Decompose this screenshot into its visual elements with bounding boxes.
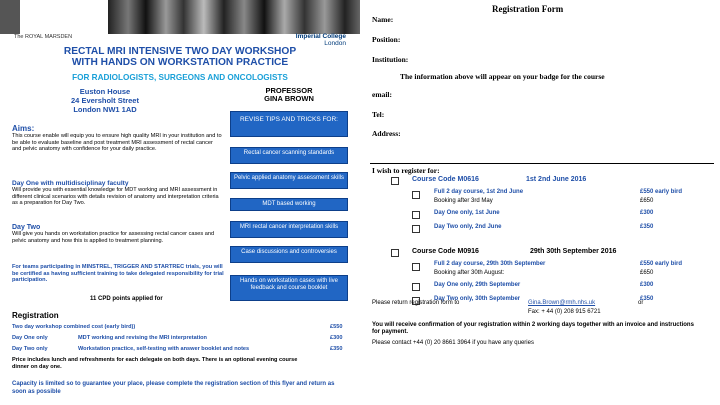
mri-scan-images xyxy=(108,0,360,34)
day-two-heading: Day Two xyxy=(12,224,41,231)
tip-box-3: MDT based working xyxy=(230,198,348,211)
confirmation-note: You will receive confirmation of your registration within 2 working days together with an invoice and instructions for payment. xyxy=(372,322,694,335)
course2-dates: 29th 30th September 2016 xyxy=(530,248,617,255)
tips-header-box: REVISE TIPS AND TRICKS FOR: xyxy=(230,111,348,137)
day-two-section xyxy=(12,224,222,244)
reg-row-2-label: Day One only xyxy=(12,335,48,341)
price-note: Price includes lunch and refreshments for each delegate on both days. There is an optional evening course dinner on day one. xyxy=(12,357,298,370)
course1-opt2-label: Booking after 3rd May xyxy=(434,198,493,204)
course1-opt1-price: £550 early bird xyxy=(640,189,683,195)
fax-number: Fax: + 44 (0) 208 915 6721 xyxy=(528,309,601,315)
course1-code: Course Code M0616 xyxy=(412,176,479,183)
registration-form xyxy=(360,0,720,405)
email-field[interactable]: email: xyxy=(372,90,392,99)
reg-row-2-detail: MDT working and revising the MRI interpretation xyxy=(78,335,207,341)
course2-checkbox[interactable] xyxy=(391,249,399,257)
reg-row-1-label: Two day workshop combined cost (early bird)) xyxy=(12,324,136,330)
reg-row-1-price: £550 xyxy=(330,324,343,330)
tel-field[interactable]: Tel: xyxy=(372,110,385,119)
reg-row-3-label: Day Two only xyxy=(12,346,48,352)
or-text: or xyxy=(638,300,644,306)
venue: Euston House 24 Eversholt Street London NW1 1AD xyxy=(71,87,139,114)
course2-code: Course Code M0916 xyxy=(412,248,479,255)
course1-opt4-checkbox[interactable] xyxy=(412,225,420,233)
aims-heading: Aims: xyxy=(12,124,35,133)
course2-opt1-label: Full 2 day course, 29th 30th September xyxy=(434,261,546,267)
day-one-body: Will provide you with essential knowledge for MDT working and MRI assessment in different clinical scenarios with details revision of anatomy and interpretation criteria as a preparation for Day Two. xyxy=(12,187,219,207)
tip-box-1: Rectal cancer scanning standards xyxy=(230,147,348,164)
course1-opt1-label: Full 2 day course, 1st 2nd June xyxy=(434,189,524,195)
reg-row-3-price: £350 xyxy=(330,346,343,352)
course2-opt1-checkbox[interactable] xyxy=(412,263,420,271)
aims-body: This course enable will equip you to ensure high quality MRI in your institution and to be able to evaluate baseline and post treatment MRI assessment of rectal cancer and pelvic anatomy with confidence for your daily practice. xyxy=(12,133,222,153)
contact-note: Please contact +44 (0) 20 8661 3964 if you have any queries xyxy=(372,340,534,346)
course2-opt4-label: Day Two only, 30th September xyxy=(434,296,521,302)
day-one-heading: Day One with multidisciplinay faculty xyxy=(12,180,129,187)
badge-note: The information above will appear on your badge for the course xyxy=(400,72,605,81)
return-label: Please return registration form to xyxy=(372,300,460,306)
course2-opt3-price: £300 xyxy=(640,282,654,288)
professor-name: PROFESSOR GINA BROWN xyxy=(264,86,314,103)
form-title: Registration Form xyxy=(492,4,564,14)
subtitle: FOR RADIOLOGISTS, SURGEONS AND ONCOLOGISTS xyxy=(72,73,288,82)
course2-opt3-checkbox[interactable] xyxy=(412,283,420,291)
title-line1: RECTAL MRI INTENSIVE TWO DAY WORKSHOP xyxy=(63,46,297,57)
course1-opt3-price: £300 xyxy=(640,210,654,216)
course2-opt4-price: £350 xyxy=(640,296,654,302)
mri-image-strip xyxy=(0,0,20,34)
aims-section xyxy=(12,124,222,153)
name-field[interactable]: Name: xyxy=(372,15,394,24)
day-one-section xyxy=(12,180,222,207)
course2-opt2-label: Booking after 30th August: xyxy=(434,270,505,276)
registration-section xyxy=(12,311,352,320)
capacity-note: Capacity is limited so to guarantee your place, please complete the registration section of this flyer and return as soon as possible xyxy=(12,381,335,395)
course2-opt2-price: £650 xyxy=(640,270,654,276)
course1-opt4-price: £350 xyxy=(640,224,654,230)
tip-box-6: Hands on workstation cases with live feedback and course booklet xyxy=(230,275,348,301)
address-field[interactable]: Address: xyxy=(372,129,401,138)
course1-opt1-checkbox[interactable] xyxy=(412,191,420,199)
course1-checkbox[interactable] xyxy=(391,177,399,185)
trials-note: For teams participating in MINSTREL, TRIGGER AND STARTREC trials, you will be certified as having sufficient training to take delegated responsibility for trial participation. xyxy=(12,264,224,284)
course1-opt3-label: Day One only, 1st June xyxy=(434,210,500,216)
course1-opt3-checkbox[interactable] xyxy=(412,211,420,219)
course2-opt1-price: £550 early bird xyxy=(640,261,683,267)
tip-box-4: MRI rectal cancer interpretation skills xyxy=(230,221,348,238)
course2-opt3-label: Day One only, 29th September xyxy=(434,282,521,288)
institution-field[interactable]: Institution: xyxy=(372,55,409,64)
position-field[interactable]: Position: xyxy=(372,35,401,44)
day-two-body: Will give you hands on workstation practice for assessing rectal cancer cases and pelvic anatomy and how this is applied to treatment planning. xyxy=(12,231,215,244)
royal-marsden-logo: The ROYAL MARSDEN xyxy=(14,34,73,40)
tip-box-2: Pelvic applied anatomy assessment skills xyxy=(230,172,348,189)
imperial-logo: Imperial College London xyxy=(295,33,346,47)
course1-opt4-label: Day Two only, 2nd June xyxy=(434,224,502,230)
title-line2: WITH HANDS ON WORKSTATION PRACTICE xyxy=(71,57,289,68)
course1-opt2-price: £650 xyxy=(640,198,654,204)
reg-row-2-price: £300 xyxy=(330,335,343,341)
wish-label: I wish to register for: xyxy=(372,166,440,175)
cpd-points: 11 CPD points applied for xyxy=(90,296,163,302)
reg-row-3-detail: Workstation practice, self-testing with answer booklet and notes xyxy=(78,346,250,352)
return-email-link[interactable]: Gina.Brown@rmh.nhs.uk xyxy=(528,300,596,306)
tip-box-5: Case discussions and controversies xyxy=(230,246,348,263)
course1-dates: 1st 2nd June 2016 xyxy=(526,176,587,183)
divider xyxy=(370,163,714,164)
registration-heading: Registration xyxy=(12,311,59,320)
